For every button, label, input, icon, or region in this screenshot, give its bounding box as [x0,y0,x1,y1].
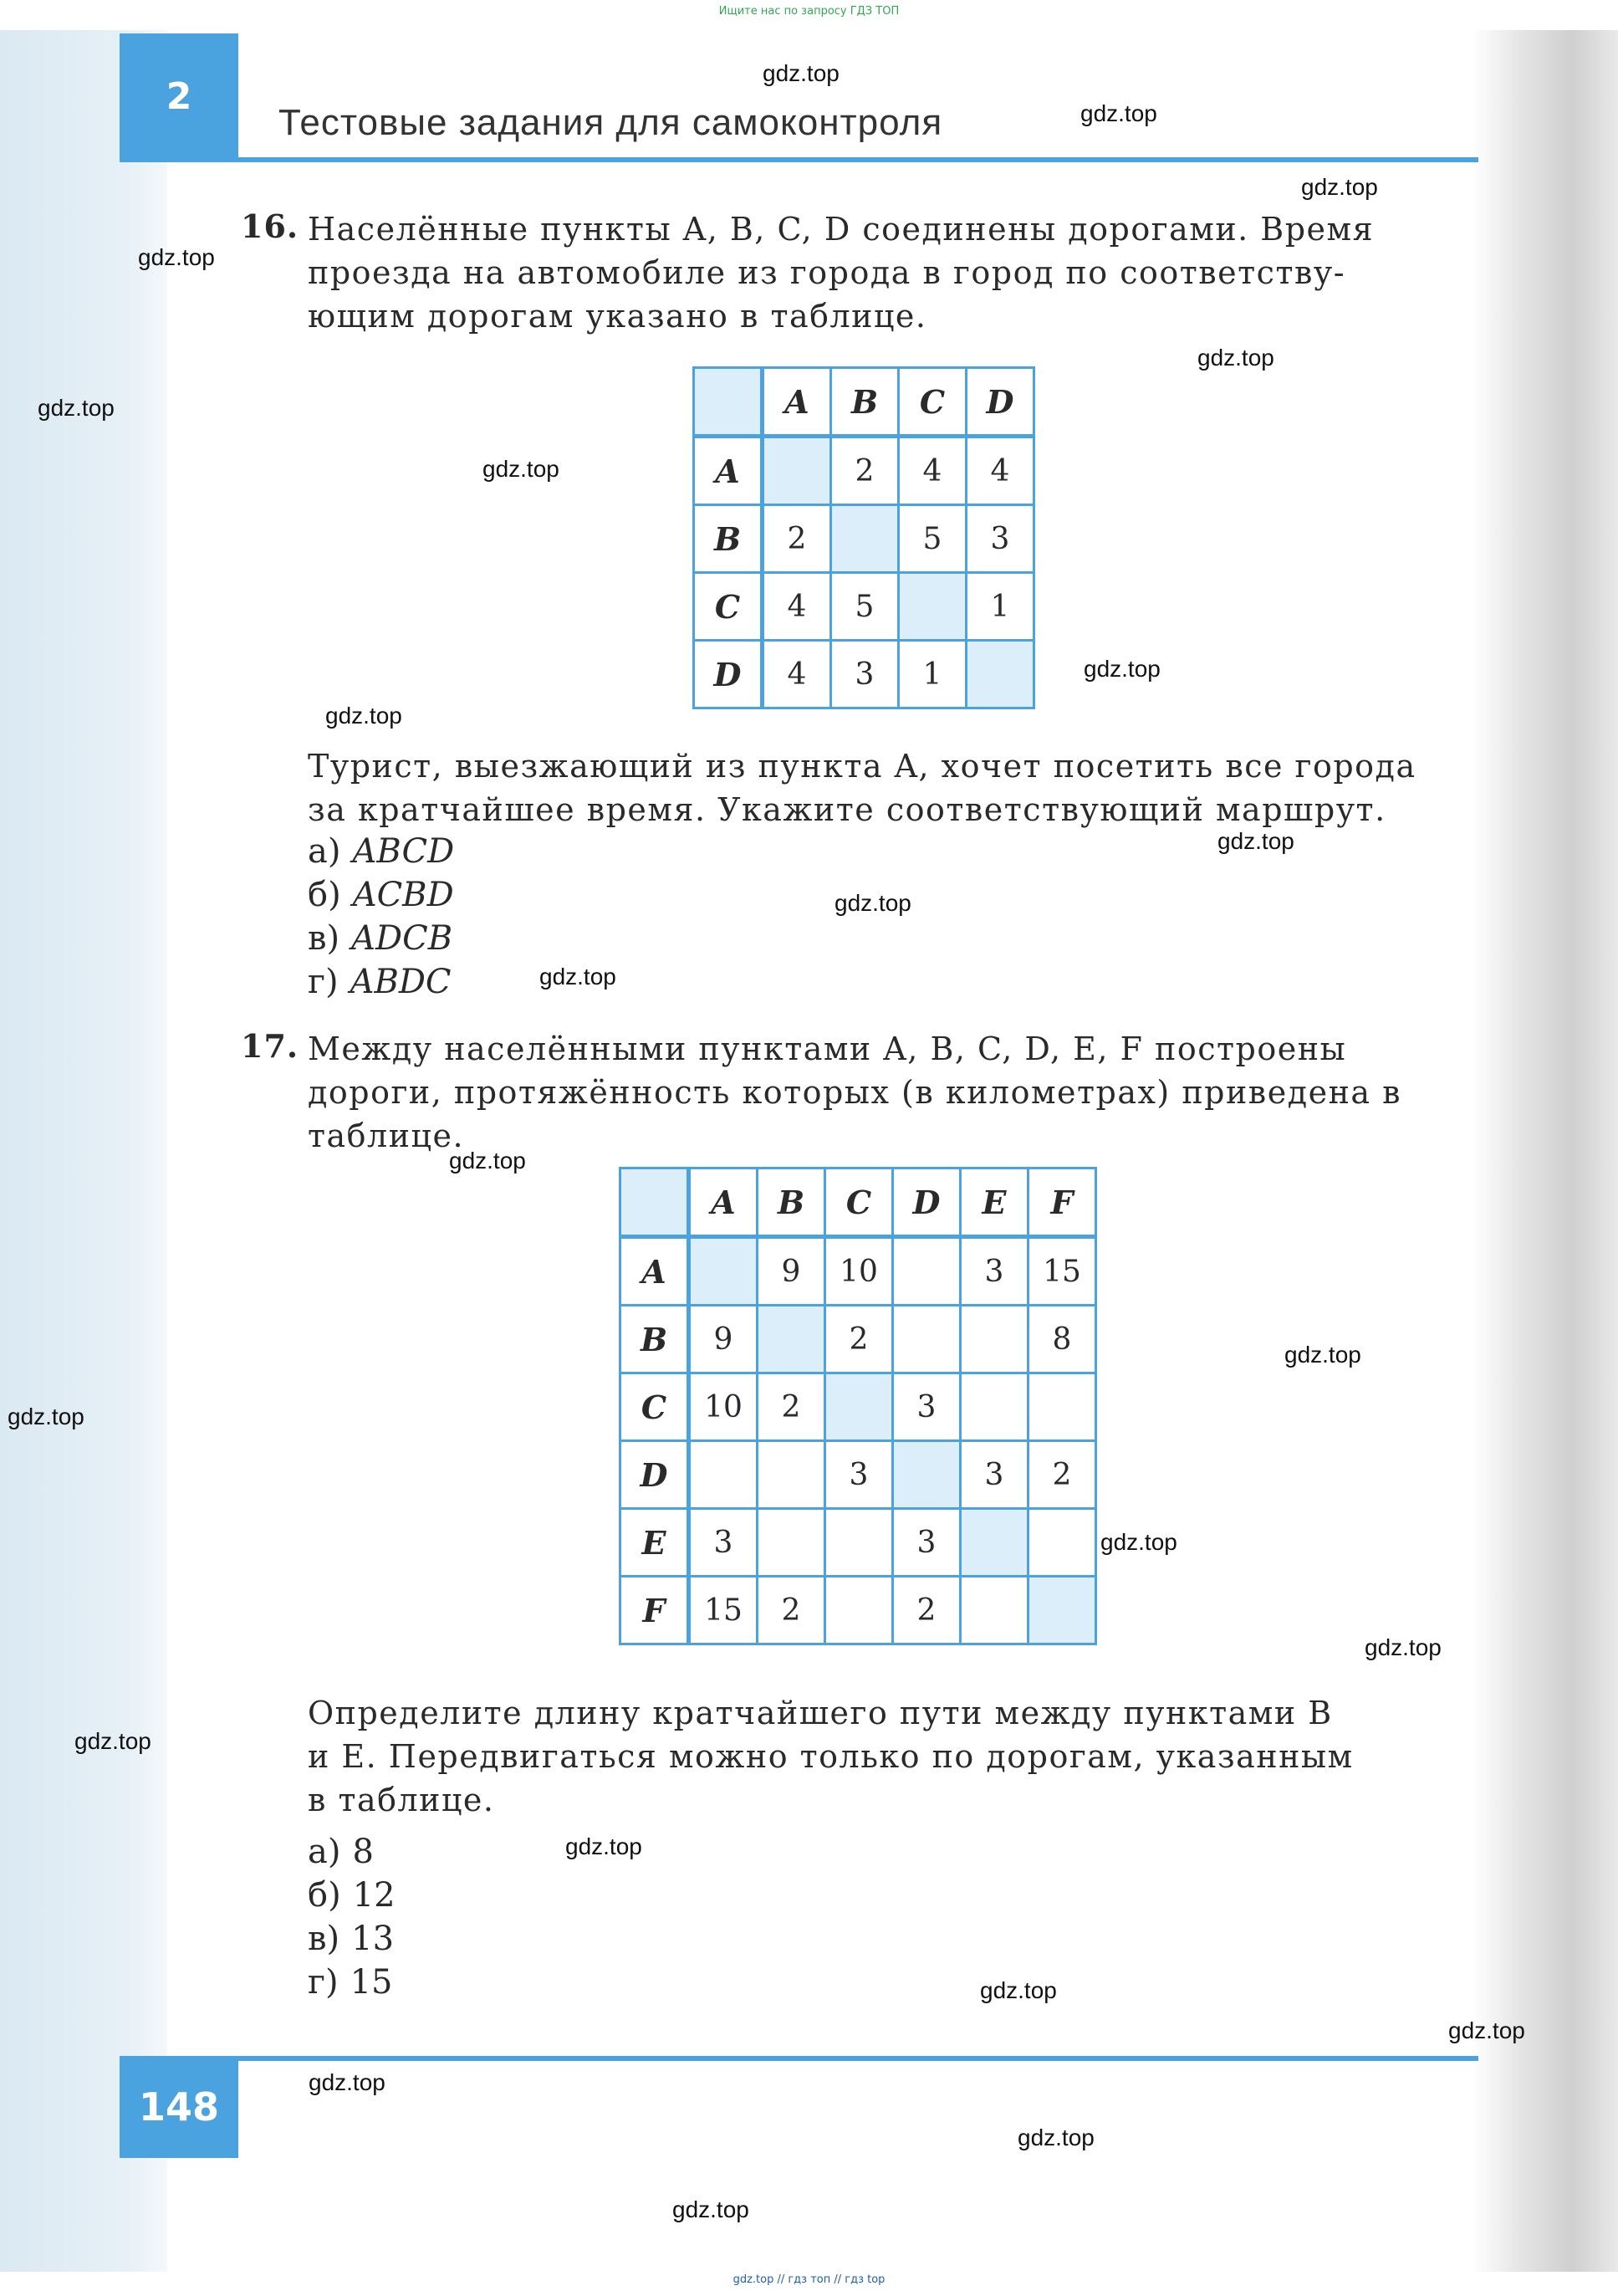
table-cell: 9 [758,1237,825,1306]
table-row [620,1306,1096,1373]
text-line: Населённые пункты A, B, C, D соединены дорогами. Время [308,211,1375,248]
col-header: E [961,1168,1028,1237]
table-cell [831,505,899,573]
table-cell: 2 [763,505,831,573]
text-line: ющим дорогам указано в таблице. [308,298,927,335]
table-cell: 8 [1028,1306,1096,1373]
col-header: D [893,1168,961,1237]
col-header: C [899,368,967,437]
text-line: в таблице. [308,1782,495,1818]
table-cell [961,1373,1028,1441]
table-cell: 4 [763,641,831,708]
table-cell: 3 [893,1373,961,1441]
text-line: Турист, выезжающий из пункта A, хочет посетить все города [308,748,1416,785]
answer-option [308,1961,396,2004]
table-cell [825,1509,893,1577]
text-line: Между населёнными пунктами A, B, C, D, E, F построены [308,1030,1347,1067]
table-cell [1028,1577,1096,1644]
table-cell: 5 [899,505,967,573]
watermark: gdz.top [1080,100,1157,126]
row-header: A [620,1237,689,1306]
table-cell: 1 [899,641,967,708]
watermark: gdz.top [565,1833,642,1859]
table-row [620,1577,1096,1644]
table-cell: 2 [893,1577,961,1644]
table-row [694,641,1034,708]
table-cell: 15 [1028,1237,1096,1306]
table-cell: 10 [825,1237,893,1306]
table-cell: 4 [967,437,1034,505]
watermark: gdz.top [38,395,115,421]
table-cell [899,573,967,641]
table-cell: 15 [689,1577,758,1644]
table-cell [961,1577,1028,1644]
option-value: ABCD [352,832,455,871]
table-cell: 10 [689,1373,758,1441]
option-value: 12 [352,1876,396,1915]
watermark: gdz.top [980,1977,1057,2003]
col-header: B [758,1168,825,1237]
task-16-options [308,830,454,1004]
task-17-table [619,1167,1097,1645]
table-cell: 3 [961,1237,1028,1306]
option-value: ACBD [352,876,454,914]
watermark: gdz.top [1365,1634,1442,1660]
table-cell [893,1237,961,1306]
table-corner [694,368,763,437]
watermark: gdz.top [1448,2017,1525,2043]
watermark: gdz.top [1197,345,1274,371]
header-divider [120,157,1478,162]
table-row [694,573,1034,641]
table-cell [825,1577,893,1644]
task-16-question [308,744,1478,831]
watermark: gdz.top [1100,1529,1177,1555]
table-cell [967,641,1034,708]
table-cell [689,1237,758,1306]
table-cell: 1 [967,573,1034,641]
page-number: 148 [120,2056,238,2158]
watermark: gdz.top [138,244,215,270]
row-header: B [694,505,763,573]
row-header: B [620,1306,689,1373]
table-cell: 2 [758,1577,825,1644]
table-cell: 9 [689,1306,758,1373]
watermark: gdz.top [309,2069,385,2095]
col-header: D [967,368,1034,437]
task-17-number: 17. [241,1027,299,1065]
task-17-options [308,1830,396,2004]
table-cell: 2 [825,1306,893,1373]
table-cell [1028,1373,1096,1441]
watermark: gdz.top [449,1148,526,1174]
task-16-intro [308,207,1478,338]
table-cell: 3 [967,505,1034,573]
row-header: F [620,1577,689,1644]
table-cell [961,1306,1028,1373]
watermark: gdz.top [672,2196,749,2222]
table-header-row [620,1168,1096,1237]
task-17-intro [308,1027,1478,1158]
text-line: за кратчайшее время. Укажите соответствующий маршрут. [308,791,1386,828]
table-cell: 3 [893,1509,961,1577]
row-header: D [694,641,763,708]
watermark: gdz.top [1217,828,1294,854]
table-header-row [694,368,1034,437]
table-cell [961,1509,1028,1577]
watermark: gdz.top [1084,656,1161,682]
table-cell [1028,1509,1096,1577]
watermark: gdz.top [74,1728,151,1754]
table-corner [620,1168,689,1237]
table-row [620,1441,1096,1509]
option-letter: в) [308,1920,340,1958]
row-header: A [694,437,763,505]
row-header: C [620,1373,689,1441]
watermark: gdz.top [482,456,559,482]
option-letter: а) [308,832,341,871]
text-line: таблице. [308,1117,465,1154]
answer-option [308,1917,396,1961]
table-row [620,1237,1096,1306]
answer-option [308,960,454,1004]
row-header: E [620,1509,689,1577]
bottom-note: gdz.top // гдз топ // гдз top [732,2273,886,2286]
task-17-question [308,1691,1478,1822]
table-cell: 2 [758,1373,825,1441]
left-margin-strip [0,30,167,2272]
option-value: 13 [351,1920,395,1958]
col-header: B [831,368,899,437]
table-cell [893,1441,961,1509]
watermark: gdz.top [835,890,911,916]
table-row [620,1509,1096,1577]
task-16-table [692,366,1035,709]
watermark: gdz.top [1018,2125,1095,2150]
table-cell [893,1306,961,1373]
table-cell: 4 [899,437,967,505]
table-cell [825,1373,893,1441]
table-cell [758,1306,825,1373]
option-letter: б) [308,876,341,914]
page-title: Тестовые задания для самоконтроля [278,102,943,143]
table-cell: 5 [831,573,899,641]
option-value: ADCB [351,919,453,958]
footer-divider [238,2056,1478,2061]
table-cell: 3 [689,1509,758,1577]
watermark: gdz.top [325,703,402,729]
answer-option [308,917,454,960]
page-edge-shadow [1472,30,1618,2272]
option-letter: б) [308,1876,341,1915]
task-16-number: 16. [241,207,299,245]
text-line: дороги, протяжённость которых (в километрах) приведена в [308,1074,1402,1111]
table-cell: 3 [825,1441,893,1509]
watermark: gdz.top [1301,174,1378,200]
option-value: ABDC [350,963,452,1001]
watermark: gdz.top [763,60,840,86]
watermark: gdz.top [8,1404,84,1429]
top-note: Ищите нас по запросу ГДЗ ТОП [718,5,900,18]
row-header: D [620,1441,689,1509]
text-line: и E. Передвигаться можно только по дорогам, указанным [308,1738,1354,1775]
answer-option [308,873,454,917]
table-row [694,505,1034,573]
table-cell: 2 [831,437,899,505]
option-letter: а) [308,1833,341,1871]
option-value: 15 [350,1963,393,2002]
chapter-badge: 2 [120,33,238,159]
col-header: A [689,1168,758,1237]
table-cell: 3 [831,641,899,708]
answer-option [308,1874,396,1917]
text-line: проезда на автомобиле из города в город по соответству- [308,254,1346,291]
option-value: 8 [352,1833,374,1871]
text-line: Определите длину кратчайшего пути между пунктами B [308,1695,1333,1731]
option-letter: г) [308,1963,339,2002]
table-cell: 3 [961,1441,1028,1509]
watermark: gdz.top [1284,1342,1361,1368]
table-cell [763,437,831,505]
table-row [694,437,1034,505]
table-cell: 4 [763,573,831,641]
col-header: F [1028,1168,1096,1237]
col-header: A [763,368,831,437]
answer-option [308,1830,396,1874]
table-cell: 2 [1028,1441,1096,1509]
table-cell [758,1509,825,1577]
table-cell [758,1441,825,1509]
watermark: gdz.top [539,964,616,989]
row-header: C [694,573,763,641]
option-letter: г) [308,963,339,1001]
option-letter: в) [308,919,340,958]
table-row [620,1373,1096,1441]
col-header: C [825,1168,893,1237]
table-cell [689,1441,758,1509]
answer-option [308,830,454,873]
